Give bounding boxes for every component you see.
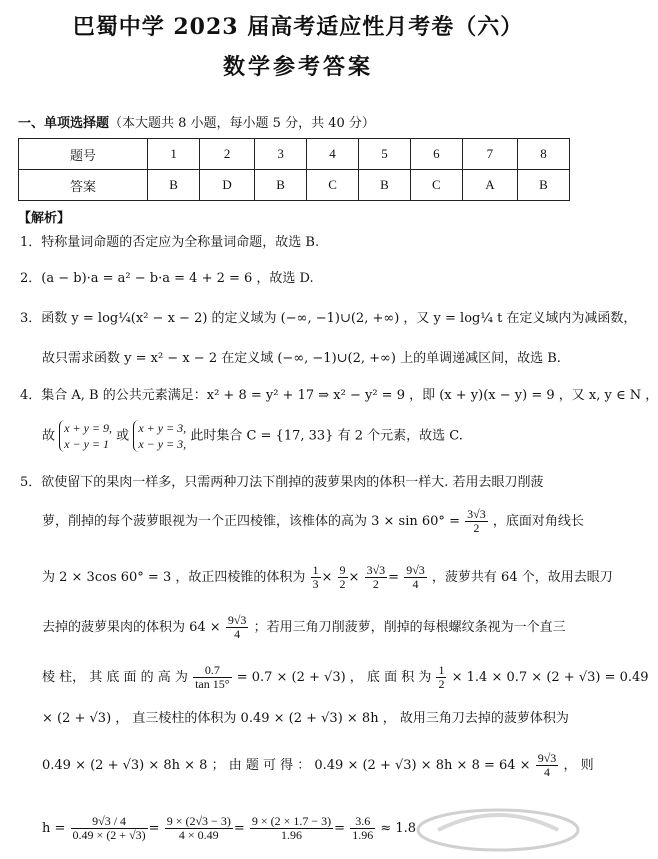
question-number: 2 — [200, 139, 255, 170]
numerator: 3√3 — [467, 507, 486, 521]
denominator: 4 — [544, 765, 551, 779]
fraction — [71, 815, 148, 842]
text: ，底面对角线长 — [492, 514, 584, 529]
numerator: 0.7 — [193, 664, 231, 678]
solution-q2: 2．(a − b)·a = a² − b·a = 4 + 2 = 6 ，故选 D. — [20, 271, 314, 286]
fraction — [365, 564, 388, 591]
text: 萝，削掉的每个菠萝眼视为一个正四棱锥，该椎体的高为 3 × sin 60° = — [42, 514, 460, 529]
denominator: 4 — [234, 627, 241, 641]
solution-q5-line6: × (2 + √3) ， 直三棱柱的体积为 0.49 × (2 + √3) × 8h ， 故用三角刀去掉的菠萝体积为 — [42, 711, 569, 726]
fraction — [165, 815, 233, 842]
denominator: 4 — [412, 577, 419, 591]
denominator: 2 — [339, 577, 346, 591]
solution-q5-line1: 5．欲使留下的果肉一样多，只需两种刀法下削掉的菠萝果肉的体积一样大. 若用去眼刀削菠 — [20, 475, 544, 490]
solution-q5-line2 — [42, 508, 584, 535]
denominator: 2 — [372, 577, 379, 591]
equation: x − y = 3, — [138, 437, 187, 451]
solution-q3-line1: 3．函数 y = log¼(x² − x − 2) 的定义域为 (−∞, −1)∪(2, +∞) ，又 y = log¼ t 在定义域内为减函数， — [20, 311, 637, 326]
question-number: 8 — [517, 139, 569, 170]
denominator: 1.96 — [281, 828, 302, 842]
row-label: 答案 — [19, 170, 148, 201]
equation-system-2 — [133, 420, 186, 452]
fraction — [436, 664, 446, 691]
answer-table — [18, 138, 570, 201]
denominator: 2 — [473, 521, 480, 535]
fraction — [536, 752, 559, 779]
denominator: 3 — [312, 577, 319, 591]
numerator: 1 — [312, 563, 319, 577]
text: 去掉的菠萝果肉的体积为 64 × — [42, 620, 221, 635]
fraction — [404, 564, 427, 591]
numerator: 3√3 — [366, 563, 386, 577]
text: 故 — [42, 428, 56, 444]
answer-cell: B — [517, 170, 569, 201]
text: ，菠萝共有 64 个，故用去眼刀 — [431, 570, 613, 585]
text: 棱 柱， 其 底 面 的 高 为 — [42, 670, 188, 685]
question-number: 4 — [307, 139, 359, 170]
solution-q1: 1．特称量词命题的否定应为全称量词命题，故选 B. — [20, 235, 320, 250]
fraction — [193, 664, 231, 691]
question-number: 7 — [462, 139, 517, 170]
fraction — [226, 614, 249, 641]
text: × 1.4 × 0.7 × (2 + √3) = 0.49 — [451, 670, 649, 685]
row-label: 题号 — [19, 139, 148, 170]
table-row — [19, 170, 570, 201]
solution-q4-line2 — [42, 420, 463, 452]
table-row — [19, 139, 570, 170]
equation-system-1 — [59, 420, 112, 452]
answer-cell: A — [462, 170, 517, 201]
solution-q3-line2: 故只需求函数 y = x² − x − 2 在定义域 (−∞, −1)∪(2, +∞) 上的单调递减区间，故选 B. — [42, 351, 561, 366]
text: 0.49 × (2 + √3) × 8h × 8 ； 由 题 可 得 ： 0.49 × (2 + √3) × 8h × 8 = 64 × — [42, 758, 531, 773]
text: = 0.7 × (2 + √3) ， 底 面 积 为 — [236, 670, 432, 685]
question-number: 6 — [410, 139, 462, 170]
numerator: 9 — [339, 563, 346, 577]
text: h = — [42, 821, 66, 836]
answer-cell: C — [410, 170, 462, 201]
numerator: 9√3 — [227, 613, 247, 627]
fraction — [350, 815, 375, 842]
solution-q5-line7 — [42, 752, 594, 779]
fraction — [338, 564, 348, 591]
section-note: （本大题共 8 小题，每小题 5 分，共 40 分） — [109, 116, 375, 131]
answer-cell: C — [307, 170, 359, 201]
denominator: 0.49 × (2 + √3) — [72, 828, 146, 842]
solution-q5-line4 — [42, 614, 566, 641]
fraction — [465, 508, 488, 535]
question-number: 3 — [255, 139, 307, 170]
question-number: 5 — [359, 139, 411, 170]
text: ， 则 — [563, 758, 594, 773]
fraction — [311, 564, 321, 591]
numerator: 9√3 — [537, 751, 557, 765]
equation: x − y = 1 — [64, 437, 110, 451]
answer-cell: B — [255, 170, 307, 201]
text: 此时集合 C = {17, 33} 有 2 个元素，故选 C. — [190, 428, 463, 444]
text: ；若用三角刀削菠萝，削掉的每根螺纹条视为一个直三 — [253, 620, 566, 635]
solution-q4-line1: 4．集合 A, B 的公共元素满足：x² + 8 = y² + 17 ⇒ x² − y² = 9 ，即 (x + y)(x − y) = 9 ，又 x, y ∈ N ， — [20, 388, 658, 403]
numerator: 3.6 — [350, 815, 375, 829]
solution-q5-line8: h = $\frac{9√3 / 4}{0.49 \times (2 + √3)}$ = $\frac{9 \times (2√3 - 3)}{4 \times 0.49}$ = $\frac{9 \times (2 \times 1.7 - 3)}{1.96}$ = $\frac{3.6}{1.96}$ ≈ 1.8 — [42, 814, 417, 842]
denominator: 1.96 — [352, 828, 374, 842]
analysis-label: 【解析】 — [18, 211, 71, 226]
denominator: tan 15° — [195, 677, 230, 691]
text: 或 — [116, 428, 130, 444]
numerator: 9√3 — [406, 563, 425, 577]
answer-cell: B — [148, 170, 200, 201]
section-title: 一、单项选择题 — [18, 116, 110, 131]
denominator: 2 — [438, 677, 445, 691]
numerator: 9 × (2√3 − 3) — [166, 814, 231, 828]
solution-q5-line3: 为 2 × 3cos 60° = 3 ，故正四棱锥的体积为 $\frac{1}{3}$ × $\frac{9}{2}$ × $\frac{3√3}{2}$ = $\frac{9√3}{4}$ ，菠萝共有 64 个，故用去眼刀 — [42, 563, 613, 591]
text: ≈ 1.8 — [380, 821, 417, 836]
numerator: 1 — [438, 663, 445, 677]
document-title: 巴蜀中学 2023 届高考适应性月考卷（六） — [72, 14, 524, 40]
answer-cell: D — [200, 170, 255, 201]
watermark-logo — [408, 805, 588, 855]
numerator: 9√3 / 4 — [71, 815, 148, 829]
fraction — [250, 815, 333, 842]
question-number: 1 — [148, 139, 200, 170]
text: 为 2 × 3cos 60° = 3 ，故正四棱锥的体积为 — [42, 570, 306, 585]
denominator: 4 × 0.49 — [178, 828, 219, 842]
section-heading — [18, 112, 375, 131]
equation: x + y = 3, — [138, 421, 187, 435]
equation: x + y = 9, — [64, 421, 113, 435]
solution-q5-line5 — [42, 664, 649, 691]
document-subtitle: 数学参考答案 — [222, 54, 373, 80]
answer-cell: B — [359, 170, 411, 201]
numerator: 9 × (2 × 1.7 − 3) — [251, 814, 332, 828]
